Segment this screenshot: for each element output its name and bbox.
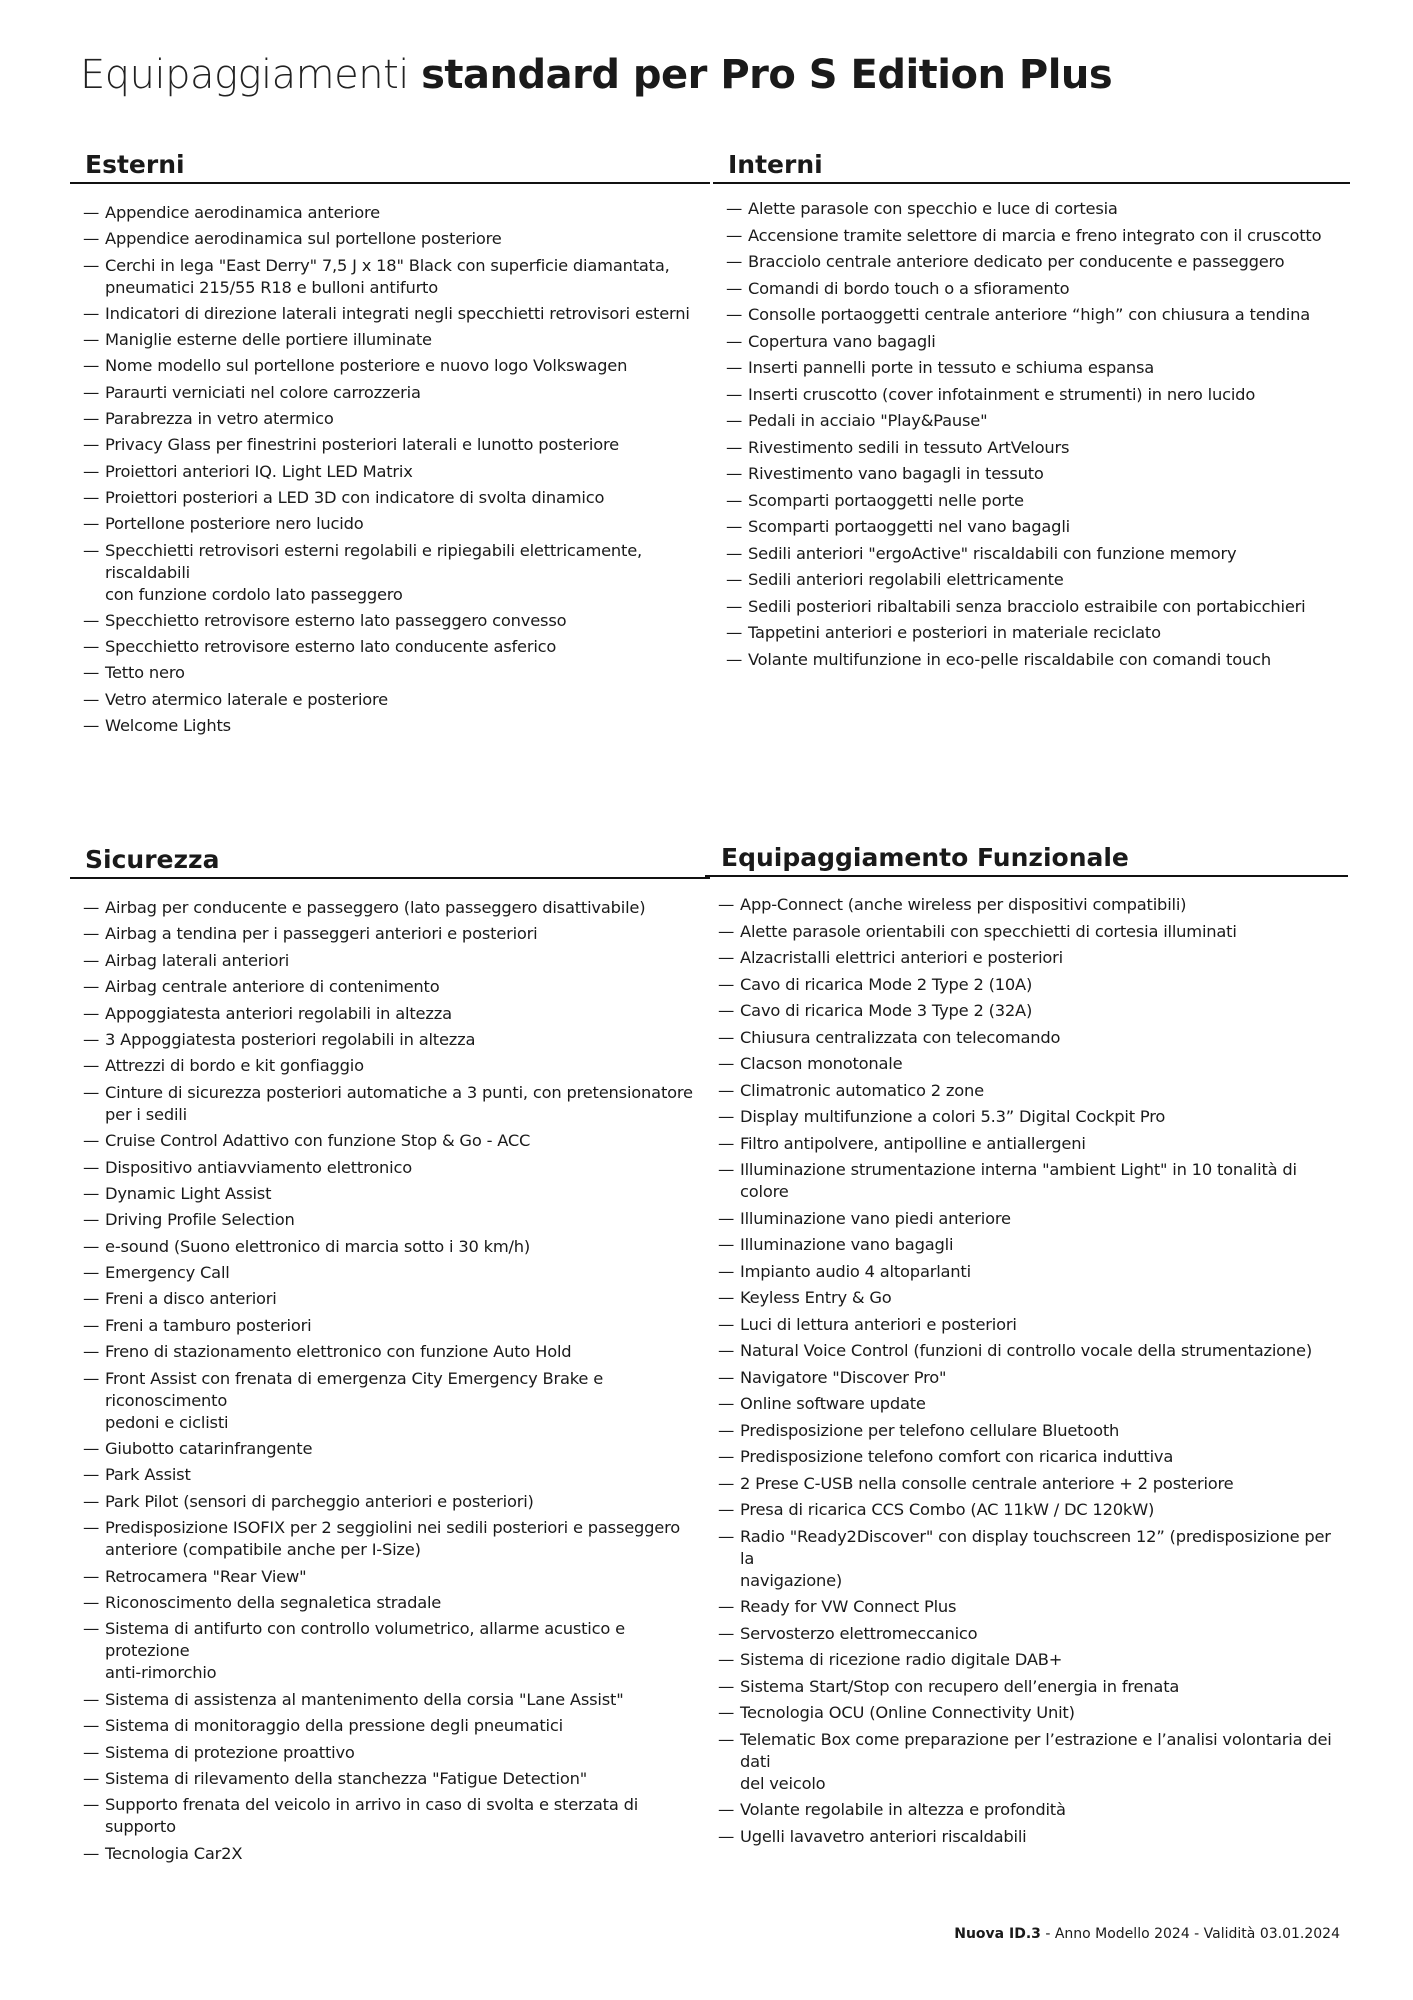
list-item: — Tecnologia OCU (Online Connectivity Unit) [705,1702,1348,1724]
list-item: — Display multifunzione a colori 5.3” Digital Cockpit Pro [705,1106,1348,1128]
list-item: — Sistema di protezione proattivo [70,1742,710,1764]
list-item: — Impianto audio 4 altoparlanti [705,1261,1348,1283]
list-item: — Airbag a tendina per i passeggeri anteriori e posteriori [70,923,710,945]
list-item: — Accensione tramite selettore di marcia e freno integrato con il cruscotto [713,225,1350,247]
list-item: — Sistema di monitoraggio della pressione degli pneumatici [70,1715,710,1737]
page-title-light: Equipaggiamenti [80,52,409,98]
section-interni [713,150,1350,675]
list-item: — Bracciolo centrale anteriore dedicato per conducente e passeggero [713,251,1350,273]
list-item: — Alzacristalli elettrici anteriori e posteriori [705,947,1348,969]
list-item: — Sedili anteriori regolabili elettricamente [713,569,1350,591]
list-item: — Consolle portaoggetti centrale anteriore “high” con chiusura a tendina [713,304,1350,326]
list-item: — 2 Prese C-USB nella consolle centrale anteriore + 2 posteriore [705,1473,1348,1495]
footer-model: Nuova ID.3 [954,1926,1041,1942]
list-interni [713,198,1350,671]
list-item: — e-sound (Suono elettronico di marcia sotto i 30 km/h) [70,1236,710,1258]
list-item: — Front Assist con frenata di emergenza City Emergency Brake e riconoscimento pedoni e ciclisti [70,1368,710,1434]
list-item: — Proiettori posteriori a LED 3D con indicatore di svolta dinamico [70,487,710,509]
list-item: — Freno di stazionamento elettronico con funzione Auto Hold [70,1341,710,1363]
list-item: — Pedali in acciaio "Play&Pause" [713,410,1350,432]
list-item: — Cavo di ricarica Mode 3 Type 2 (32A) [705,1000,1348,1022]
list-item: — Volante regolabile in altezza e profondità [705,1799,1348,1821]
list-item: — Ugelli lavavetro anteriori riscaldabili [705,1826,1348,1848]
list-item: — Maniglie esterne delle portiere illuminate [70,329,710,351]
list-item: — Ready for VW Connect Plus [705,1596,1348,1618]
list-item: — Tecnologia Car2X [70,1843,710,1865]
list-item: — Supporto frenata del veicolo in arrivo in caso di svolta e sterzata di supporto [70,1794,710,1838]
list-item: — Proiettori anteriori IQ. Light LED Matrix [70,461,710,483]
list-item: — Predisposizione telefono comfort con ricarica induttiva [705,1446,1348,1468]
page-title-bold: standard per Pro S Edition Plus [421,52,1113,98]
list-item: — Climatronic automatico 2 zone [705,1080,1348,1102]
list-item: — Vetro atermico laterale e posteriore [70,689,710,711]
list-item: — 3 Appoggiatesta posteriori regolabili in altezza [70,1029,710,1051]
list-item: — Appendice aerodinamica anteriore [70,202,710,224]
list-item: — Natural Voice Control (funzioni di controllo vocale della strumentazione) [705,1340,1348,1362]
list-item: — Sedili posteriori ribaltabili senza bracciolo estraibile con portabicchieri [713,596,1350,618]
list-item: — Indicatori di direzione laterali integrati negli specchietti retrovisori esterni [70,303,710,325]
list-item: — Predisposizione per telefono cellulare Bluetooth [705,1420,1348,1442]
list-item: — Predisposizione ISOFIX per 2 seggiolini nei sedili posteriori e passeggero anteriore (compatibile anche per I-Size) [70,1517,710,1561]
list-item: — Illuminazione strumentazione interna "ambient Light" in 10 tonalità di colore [705,1159,1348,1203]
footer [954,1926,1340,1942]
list-funzionale [705,894,1348,1848]
list-item: — Telematic Box come preparazione per l’estrazione e l’analisi volontaria dei dati del veicolo [705,1729,1348,1795]
list-item: — Cinture di sicurezza posteriori automatiche a 3 punti, con pretensionatore per i sedili [70,1082,710,1126]
list-item: — Radio "Ready2Discover" con display touchscreen 12” (predisposizione per la navigazione) [705,1526,1348,1592]
list-item: — Alette parasole orientabili con specchietti di cortesia illuminati [705,921,1348,943]
section-title-funzionale: Equipaggiamento Funzionale [705,843,1348,877]
list-item: — Cerchi in lega "East Derry" 7,5 J x 18" Black con superficie diamantata, pneumatici 215/55 R18 e bulloni antifurto [70,255,710,299]
section-esterni [70,150,710,741]
list-sicurezza [70,897,710,1865]
list-item: — Privacy Glass per finestrini posteriori laterali e lunotto posteriore [70,434,710,456]
list-item: — Freni a tamburo posteriori [70,1315,710,1337]
section-sicurezza [70,845,710,1869]
list-item: — Appendice aerodinamica sul portellone posteriore [70,228,710,250]
list-item: — Tappetini anteriori e posteriori in materiale reciclato [713,622,1350,644]
list-item: — Illuminazione vano bagagli [705,1234,1348,1256]
list-esterni [70,202,710,737]
list-item: — Emergency Call [70,1262,710,1284]
page-title [80,52,1112,98]
list-item: — Airbag centrale anteriore di contenimento [70,976,710,998]
list-item: — Dispositivo antiavviamento elettronico [70,1157,710,1179]
list-item: — Presa di ricarica CCS Combo (AC 11kW / DC 120kW) [705,1499,1348,1521]
list-item: — Inserti cruscotto (cover infotainment e strumenti) in nero lucido [713,384,1350,406]
list-item: — Welcome Lights [70,715,710,737]
list-item: — Sistema di rilevamento della stanchezza "Fatigue Detection" [70,1768,710,1790]
list-item: — Copertura vano bagagli [713,331,1350,353]
list-item: — Sistema di antifurto con controllo volumetrico, allarme acustico e protezione anti-rimorchio [70,1618,710,1684]
list-item: — Scomparti portaoggetti nelle porte [713,490,1350,512]
list-item: — Nome modello sul portellone posteriore e nuovo logo Volkswagen [70,355,710,377]
list-item: — Tetto nero [70,662,710,684]
section-title-sicurezza: Sicurezza [70,845,710,879]
list-item: — Rivestimento vano bagagli in tessuto [713,463,1350,485]
list-item: — Illuminazione vano piedi anteriore [705,1208,1348,1230]
list-item: — Alette parasole con specchio e luce di cortesia [713,198,1350,220]
list-item: — Specchietto retrovisore esterno lato passeggero convesso [70,610,710,632]
list-item: — Giubotto catarinfrangente [70,1438,710,1460]
list-item: — Paraurti verniciati nel colore carrozzeria [70,382,710,404]
list-item: — Cruise Control Adattivo con funzione Stop & Go - ACC [70,1130,710,1152]
list-item: — Freni a disco anteriori [70,1288,710,1310]
list-item: — Sistema di assistenza al mantenimento della corsia "Lane Assist" [70,1689,710,1711]
list-item: — Comandi di bordo touch o a sfioramento [713,278,1350,300]
list-item: — Park Assist [70,1464,710,1486]
list-item: — Online software update [705,1393,1348,1415]
list-item: — Servosterzo elettromeccanico [705,1623,1348,1645]
list-item: — Clacson monotonale [705,1053,1348,1075]
section-title-esterni: Esterni [70,150,710,184]
list-item: — Airbag per conducente e passeggero (lato passeggero disattivabile) [70,897,710,919]
list-item: — Inserti pannelli porte in tessuto e schiuma espansa [713,357,1350,379]
list-item: — Sedili anteriori "ergoActive" riscaldabili con funzione memory [713,543,1350,565]
list-item: — Sistema di ricezione radio digitale DAB+ [705,1649,1348,1671]
list-item: — Navigatore "Discover Pro" [705,1367,1348,1389]
list-item: — Driving Profile Selection [70,1209,710,1231]
list-item: — Keyless Entry & Go [705,1287,1348,1309]
list-item: — Specchietti retrovisori esterni regolabili e ripiegabili elettricamente, riscaldabili con funzione cordolo lato passeggero [70,540,710,606]
list-item: — Scomparti portaoggetti nel vano bagagli [713,516,1350,538]
list-item: — Volante multifunzione in eco-pelle riscaldabile con comandi touch [713,649,1350,671]
section-funzionale [705,843,1348,1852]
list-item: — Appoggiatesta anteriori regolabili in altezza [70,1003,710,1025]
list-item: — Retrocamera "Rear View" [70,1566,710,1588]
list-item: — Chiusura centralizzata con telecomando [705,1027,1348,1049]
list-item: — Attrezzi di bordo e kit gonfiaggio [70,1055,710,1077]
list-item: — Airbag laterali anteriori [70,950,710,972]
list-item: — Parabrezza in vetro atermico [70,408,710,430]
list-item: — Rivestimento sedili in tessuto ArtVelours [713,437,1350,459]
list-item: — Cavo di ricarica Mode 2 Type 2 (10A) [705,974,1348,996]
list-item: — Sistema Start/Stop con recupero dell’energia in frenata [705,1676,1348,1698]
list-item: — Luci di lettura anteriori e posteriori [705,1314,1348,1336]
footer-info: - Anno Modello 2024 - Validità 03.01.2024 [1040,1926,1340,1942]
list-item: — Park Pilot (sensori di parcheggio anteriori e posteriori) [70,1491,710,1513]
list-item: — Filtro antipolvere, antipolline e antiallergeni [705,1133,1348,1155]
list-item: — Specchietto retrovisore esterno lato conducente asferico [70,636,710,658]
list-item: — Portellone posteriore nero lucido [70,513,710,535]
list-item: — App-Connect (anche wireless per dispositivi compatibili) [705,894,1348,916]
list-item: — Dynamic Light Assist [70,1183,710,1205]
list-item: — Riconoscimento della segnaletica stradale [70,1592,710,1614]
section-title-interni: Interni [713,150,1350,184]
